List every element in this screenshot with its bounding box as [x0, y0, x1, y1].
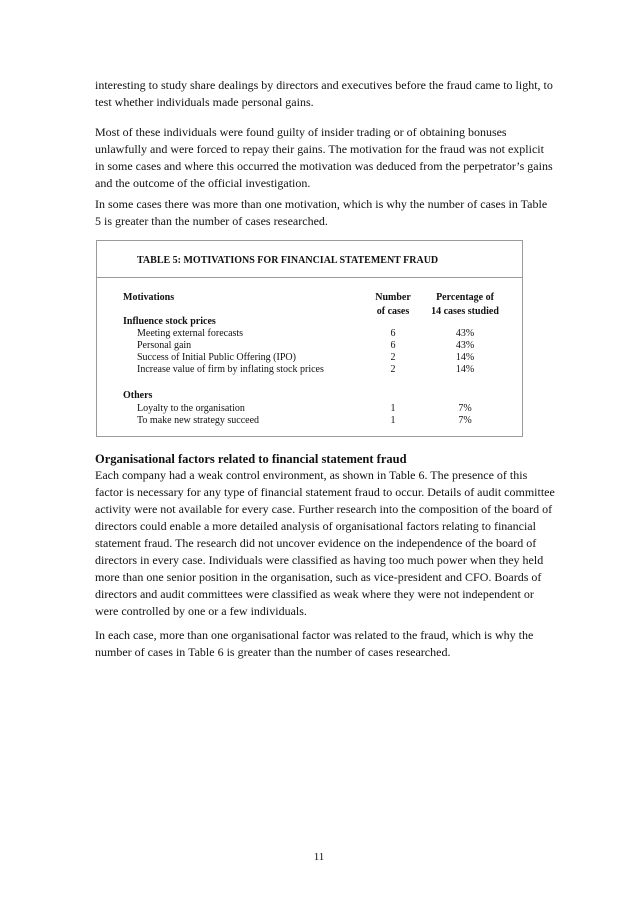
row-number: 1 [390, 403, 396, 414]
row-number: 2 [390, 364, 396, 375]
column-header-number: Number [375, 292, 411, 303]
paragraph-organisational-factors: Each company had a weak control environment, as shown in Table 6. The presence of this factor is necessary for any type of financial statement fraud to occur. Details of audit committee activity were not available for every case. Further research into the composition of the board of directors could enable a more detailed analysis of organisational factors relating to financial statement fraud. The research did not uncover evidence on the independence of the board of directors in every case. Individuals were classified as having too much power when they held more than one senior position in the organisation, such as vice-president and CFO. Boards of directors and audit committees were classified as weak where they were not independent or were controlled by one or a few individuals. [95, 468, 555, 618]
paragraph-multiple-factors: In each case, more than one organisational factor was related to the fraud, which is why the number of cases in Table 6 is greater than the number of cases researched. [95, 628, 534, 659]
row-percent: 14% [455, 352, 475, 363]
row-percent: 14% [455, 364, 475, 375]
row-number: 6 [390, 328, 396, 339]
paragraph-insider-trading: Most of these individuals were found guilty of insider trading or of obtaining bonuses unlawfully and were forced to repay their gains. The motivation for the fraud was not explicit in some cases and where this occurred the motivation was deduced from the perpetrator’s gains and the outcome of the official investigation. [95, 125, 553, 190]
row-label: Meeting external forecasts [137, 328, 244, 339]
row-label: Loyalty to the organisation [137, 403, 245, 414]
row-label: To make new strategy succeed [137, 415, 260, 426]
column-header-percentage-sub: 14 cases studied [431, 306, 499, 317]
column-header-motivations: Motivations [123, 292, 175, 303]
table-title: TABLE 5: MOTIVATIONS FOR FINANCIAL STATEMENT FRAUD [137, 255, 439, 266]
row-label: Success of Initial Public Offering (IPO) [137, 352, 296, 363]
page-number: 11 [313, 851, 325, 863]
section-heading: Organisational factors related to financial statement fraud [95, 452, 407, 466]
row-number: 6 [390, 340, 396, 351]
row-percent: 7% [458, 403, 472, 414]
paragraph-intro: interesting to study share dealings by directors and executives before the fraud came to light, to test whether individuals made personal gains. [95, 78, 553, 109]
row-number: 1 [390, 415, 396, 426]
row-percent: 43% [455, 328, 475, 339]
group-label-others: Others [123, 390, 153, 401]
row-percent: 7% [458, 415, 472, 426]
paragraph-multiple-motivations: In some cases there was more than one motivation, which is why the number of cases in Table 5 is greater than the number of cases researched. [95, 197, 548, 228]
table-divider [97, 277, 522, 278]
table-5 [96, 240, 523, 437]
row-percent: 43% [455, 340, 475, 351]
row-label: Personal gain [137, 340, 192, 351]
group-label-influence-stock-prices: Influence stock prices [123, 316, 216, 327]
column-header-percentage: Percentage of [436, 292, 494, 303]
row-number: 2 [390, 352, 396, 363]
row-label: Increase value of firm by inflating stock prices [137, 364, 324, 375]
column-header-number-sub: of cases [376, 306, 410, 317]
